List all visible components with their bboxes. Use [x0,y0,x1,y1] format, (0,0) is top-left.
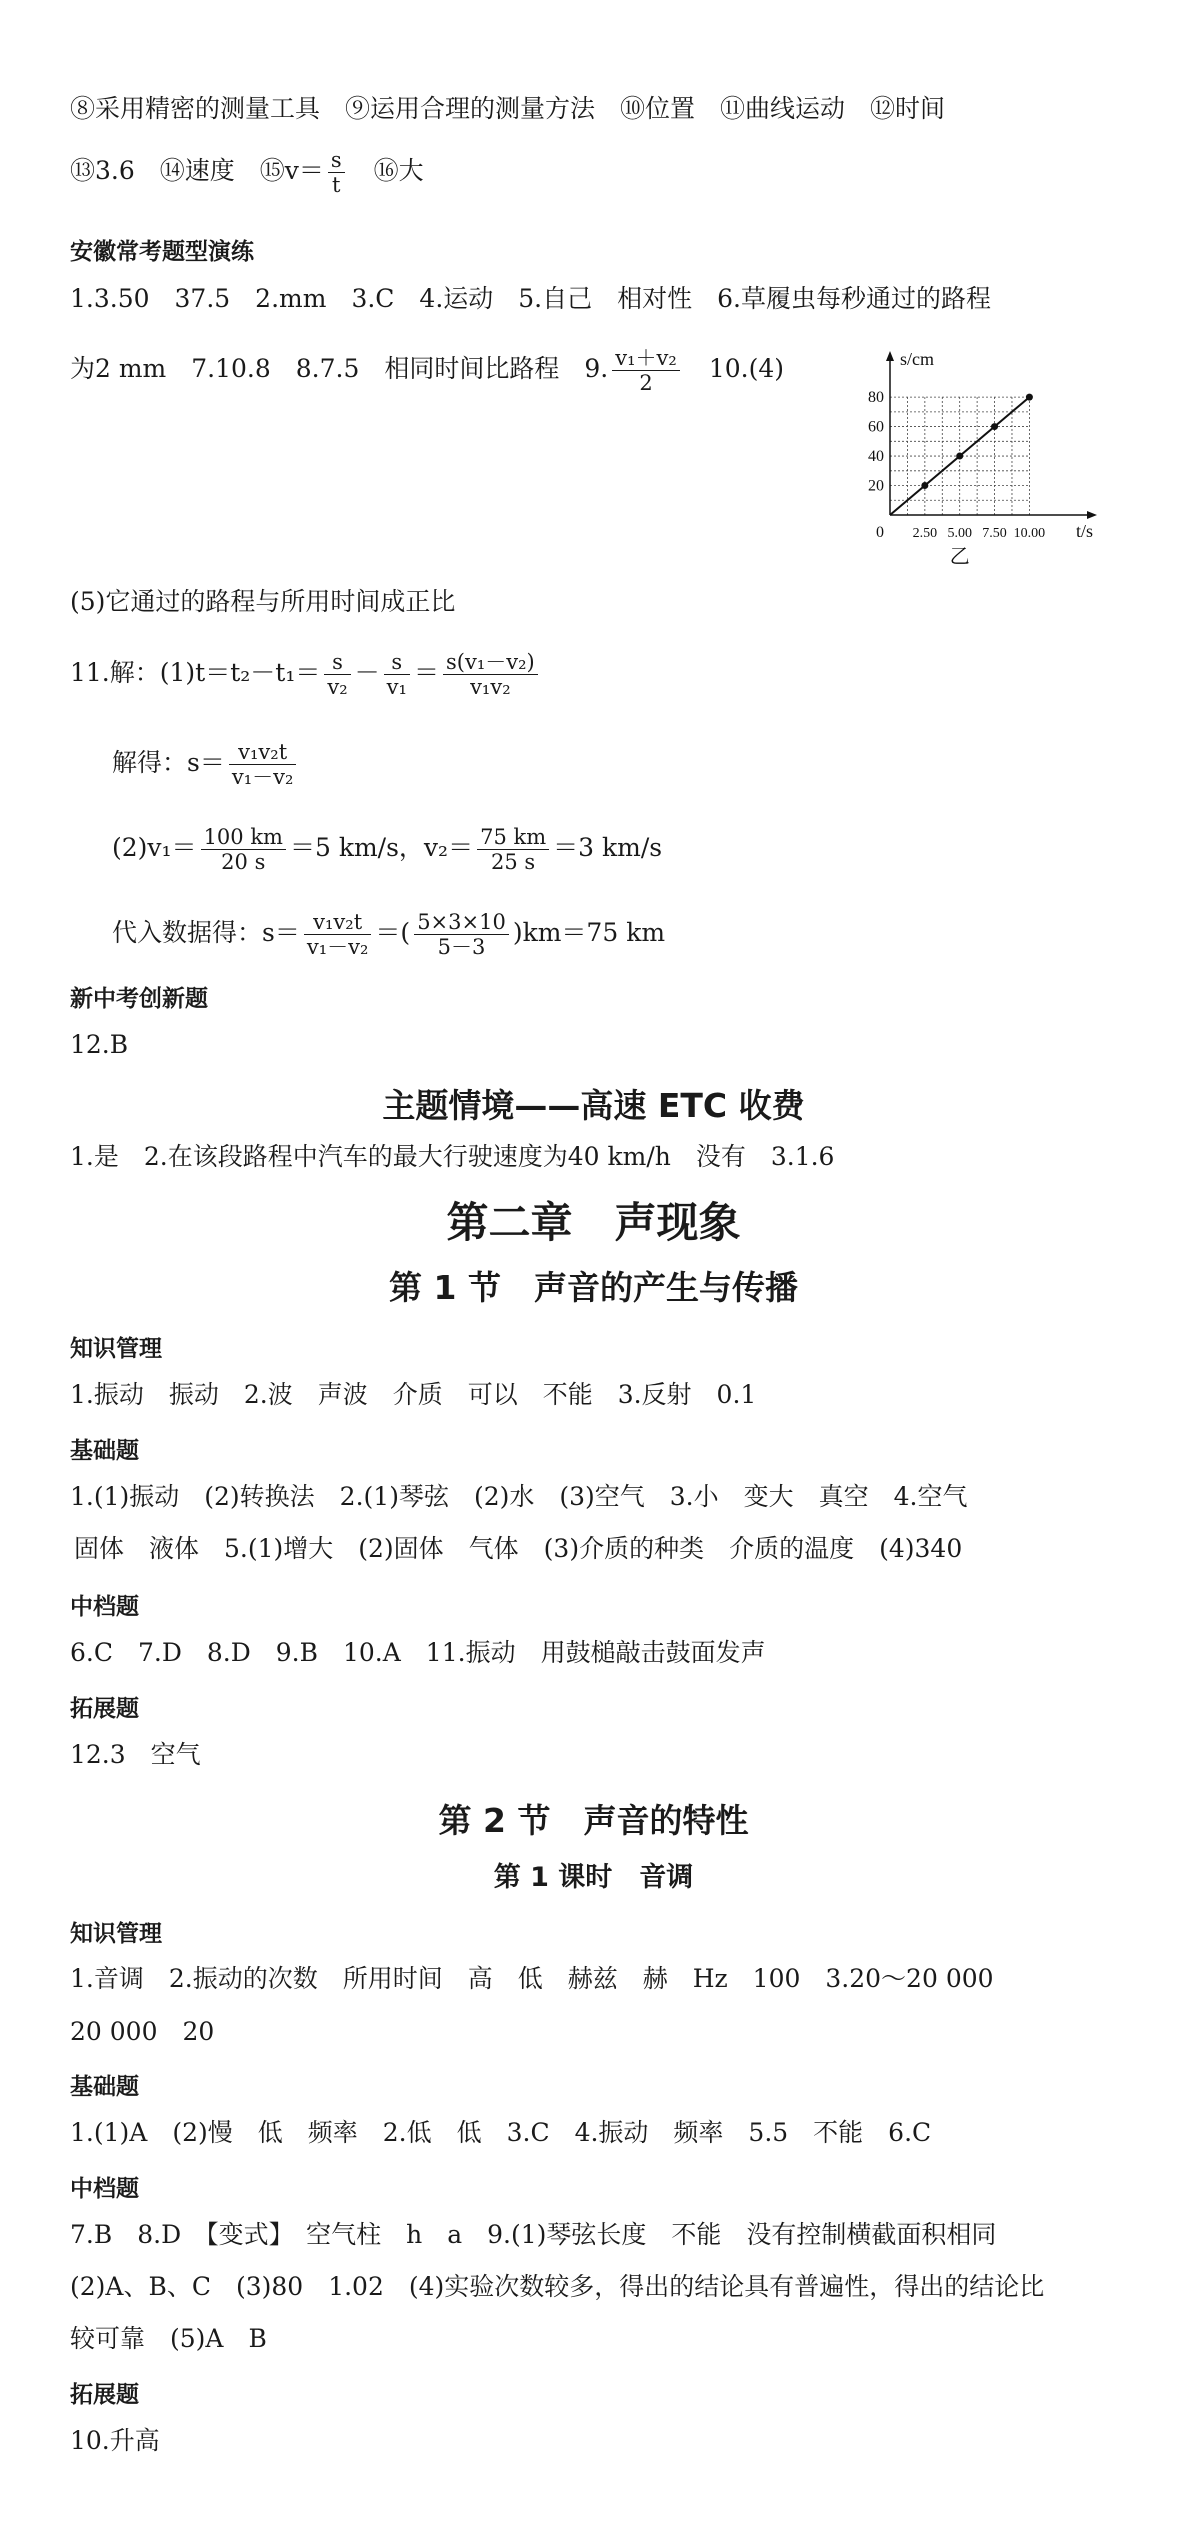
text-seg: ⑬3.6 ⑭速度 ⑮v＝ [70,156,324,185]
origin-label: 0 [876,524,884,541]
answer-line: 6.C 7.D 8.D 9.B 10.A 11.振动 用鼓槌敲击鼓面发声 [70,1638,766,1667]
text-seg: ⑯大 [348,156,424,185]
fraction: $\frac{75 km}{25 s}$ [477,825,549,874]
y-tick-label: 60 [868,418,884,436]
fraction: $\frac{\text{v₁v₂t}}{\text{v₁－v₂}}$ [229,740,297,789]
y-tick-label: 40 [868,448,884,466]
section-heading: 基础题 [70,1438,139,1464]
fraction: $\frac{5\times 3\times 10}{5-3}$ [414,910,509,959]
fraction: $\frac{s}{t}$ [328,148,345,197]
fraction: $\frac{100 km}{20 s}$ [201,825,286,874]
section-title: 第 1 节 声音的产生与传播 [389,1268,798,1307]
answer-line: 固体 液体 5.(1)增大 (2)固体 气体 (3)介质的种类 介质的温度 (4)340 [74,1534,963,1563]
answer-line: ⑧采用精密的测量工具 ⑨运用合理的测量方法 ⑩位置 ⑪曲线运动 ⑫时间 [70,94,946,123]
answer-line: (2)v₁＝ $\frac{100 km}{20 s}$ ＝5 km/s，v₂＝ $\frac{75 km}{25 s}$ ＝3 km/s [112,825,663,874]
answer-line: 20 000 20 [70,2017,215,2046]
answer-line: 1.(1)振动 (2)转换法 2.(1)琴弦 (2)水 (3)空气 3.小 变大 真空 4.空气 [70,1482,968,1511]
answer-line [70,148,1147,197]
data-point [921,482,928,489]
section-heading: 中档题 [70,2176,139,2202]
x-tick-label: 2.50 [912,526,938,541]
section-heading: 知识管理 [70,1921,162,1947]
section-heading: 拓展题 [70,1696,139,1722]
text-seg: 为2 mm 7.10.8 8.7.5 相同时间比路程 9. [70,354,609,383]
y-tick-label: 20 [868,477,884,495]
data-point [1026,394,1033,401]
y-axis-arrow [886,351,894,361]
chart-caption: 乙 [949,546,970,568]
fraction: $\frac{\text{s(v₁－v₂)}}{\text{v₁v₂}}$ [443,650,538,699]
answer-line: (2)A、B、C (3)80 1.02 (4)实验次数较多，得出的结论具有普遍性，得出的结论比 [70,2272,1045,2301]
y-axis-label: s/cm [900,349,934,369]
fraction: $\frac{s}{\text{v₁}}$ [384,650,410,699]
chapter-title: 第二章 声现象 [446,1198,741,1247]
section-heading: 基础题 [70,2074,139,2100]
fraction: $\frac{\text{v₁＋v₂}}{2}$ [612,346,680,395]
x-tick-label: 7.50 [982,526,1007,541]
answer-line: 较可靠 (5)A B [70,2324,267,2353]
answer-line: (5)它通过的路程与所用时间成正比 [70,587,456,616]
x-tick-label: 5.00 [947,526,972,541]
x-tick-label: 10.00 [1013,526,1046,541]
answer-line: 10.升高 [70,2426,160,2455]
answer-line: 1.(1)A (2)慢 低 频率 2.低 低 3.C 4.振动 频率 5.5 不能 6.C [70,2118,932,2147]
section-title: 第 2 节 声音的特性 [438,1801,749,1840]
topic-title: 主题情境——高速 ETC 收费 [382,1086,805,1125]
x-axis-label: t/s [1075,521,1093,541]
section-heading: 新中考创新题 [70,986,208,1012]
answer-line: 解得：s＝ $\frac{\text{v₁v₂t}}{\text{v₁－v₂}}$ [112,740,1147,789]
answer-line: 代入数据得：s＝ $\frac{\text{v₁v₂t}}{\text{v₁－v₂}}$ ＝( $\frac{5\times 3\times 10}{5-3}$ )km＝75 km [112,910,666,959]
data-point [991,423,998,430]
data-point [956,453,963,460]
answer-line: 1.振动 振动 2.波 声波 介质 可以 不能 3.反射 0.1 [70,1380,757,1409]
fraction: $\frac{s}{\text{v₂}}$ [324,650,350,699]
x-axis-arrow [1087,511,1097,519]
chart-axes [868,349,1097,568]
lesson-title: 第 1 课时 音调 [493,1862,694,1893]
section-heading: 知识管理 [70,1336,162,1362]
answer-line: 12.3 空气 [70,1740,201,1769]
section-heading: 拓展题 [70,2382,139,2408]
fraction: $\frac{\text{v₁v₂t}}{\text{v₁－v₂}}$ [304,910,372,959]
text-seg: 10.(4) [683,354,784,383]
section-heading: 安徽常考题型演练 [70,239,254,265]
answer-line: 12.B [70,1030,129,1059]
y-tick-label: 80 [868,389,884,407]
section-heading: 中档题 [70,1594,139,1620]
answer-line: 7.B 8.D 【变式】 空气柱 h a 9.(1)琴弦长度 不能 没有控制横截面积相同 [70,2220,997,2249]
answer-line: 1.3.50 37.5 2.mm 3.C 4.运动 5.自己 相对性 6.草履虫每秒通过的路程 [70,284,991,313]
answer-line: 1.是 2.在该段路程中汽车的最大行驶速度为40 km/h 没有 3.1.6 [70,1142,835,1171]
st-graph [855,345,1105,570]
answer-line: 11.解：(1)t＝t₂－t₁＝ $\frac{s}{\text{v₂}}$ － $\frac{s}{\text{v₁}}$ ＝ $\frac{\text{s(v₁－v₂)}}{\text{v₁v₂}}$ [70,650,1147,699]
answer-line: 1.音调 2.振动的次数 所用时间 高 低 赫兹 赫 Hz 100 3.20～20 000 [70,1964,994,1993]
